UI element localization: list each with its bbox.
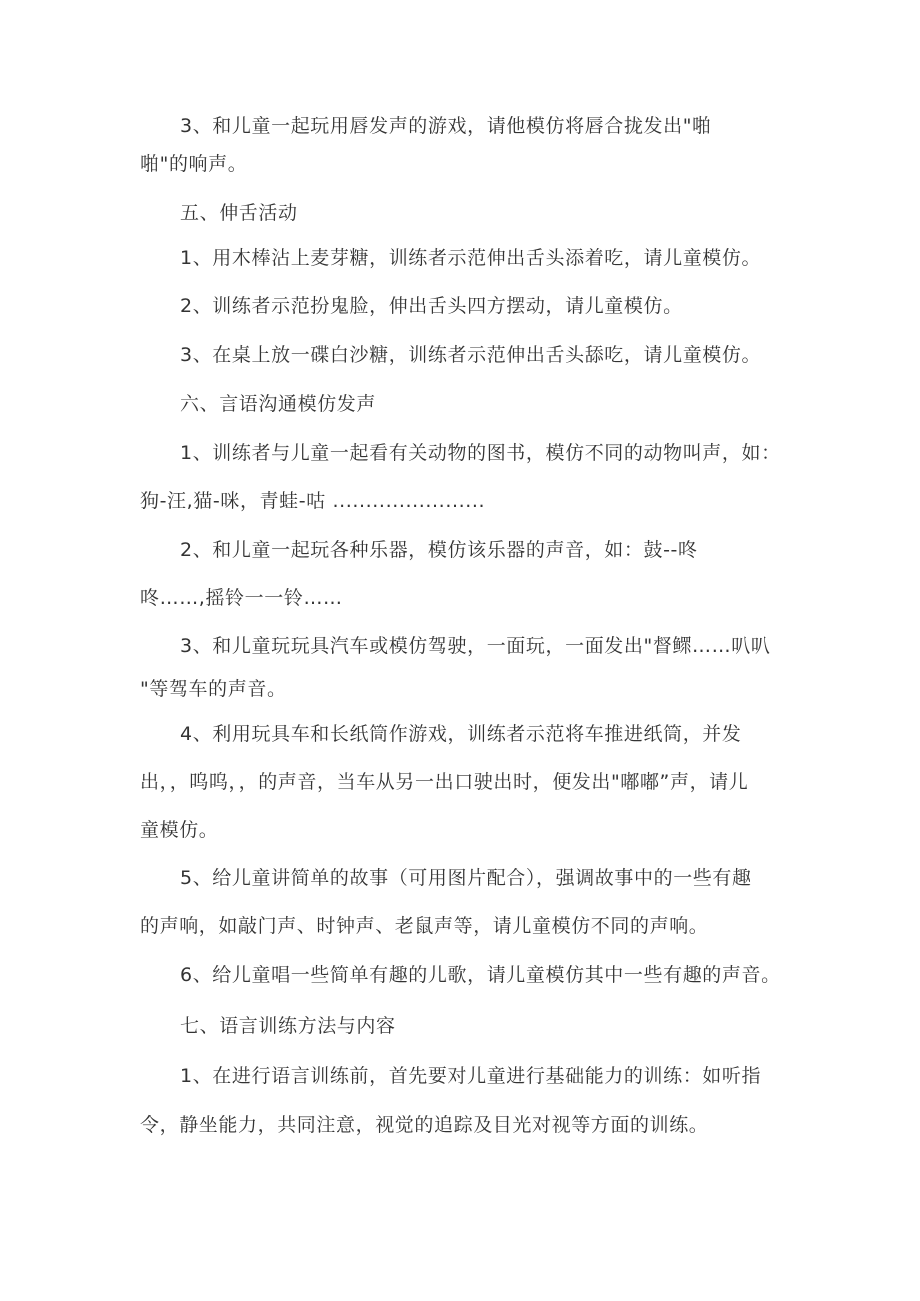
paragraph-line: 1、在进行语言训练前，首先要对儿童进行基础能力的训练：如听指 — [180, 1065, 762, 1087]
paragraph-line: 2、和儿童一起玩各种乐器，模仿该乐器的声音，如：鼓--咚 — [180, 539, 698, 561]
paragraph-line: 狗-汪,猫-咪，青蛙-咕 ....................... — [140, 490, 486, 512]
paragraph-line: 啪"的响声。 — [140, 153, 248, 175]
paragraph-line: 1、训练者与儿童一起看有关动物的图书，模仿不同的动物叫声，如： — [180, 442, 781, 464]
paragraph-line: 咚……,摇铃一一铃…… — [140, 587, 343, 609]
paragraph-line: 3、和儿童一起玩用唇发声的游戏，请他模仿将唇合拢发出"啪 — [180, 115, 712, 137]
paragraph-line: 的声响，如敲门声、时钟声、老鼠声等，请儿童模仿不同的声响。 — [140, 915, 709, 937]
paragraph-line: 出，，呜呜，，的声音，当车从另一出口驶出时，便发出"嘟嘟”声，请儿 — [140, 771, 749, 793]
paragraph-line: 3、在桌上放一碟白沙糖，训练者示范伸出舌头舔吃，请儿童模仿。 — [180, 344, 762, 366]
paragraph-line: 6、给儿童唱一些简单有趣的儿歌，请儿童模仿其中一些有趣的声音。 — [180, 964, 781, 986]
paragraph-line: 1、用木棒沾上麦芽糖，训练者示范伸出舌头添着吃，请儿童模仿。 — [180, 247, 762, 269]
section-heading: 六、言语沟通模仿发声 — [180, 393, 377, 415]
paragraph-line: 5、给儿童讲简单的故事（可用图片配合），强调故事中的一些有趣 — [180, 867, 752, 889]
paragraph-line: 童模仿。 — [140, 819, 219, 841]
section-heading: 五、伸舌活动 — [180, 202, 298, 224]
section-heading: 七、语言训练方法与内容 — [180, 1015, 396, 1037]
paragraph-line: 4、利用玩具车和长纸筒作游戏，训练者示范将车推进纸筒，并发 — [180, 723, 742, 745]
paragraph-line: "等驾车的声音。 — [140, 678, 287, 700]
paragraph-line: 令，静坐能力，共同注意，视觉的追踪及目光对视等方面的训练。 — [140, 1114, 709, 1136]
paragraph-line: 2、训练者示范扮鬼脸，伸出舌头四方摆动，请儿童模仿。 — [180, 295, 683, 317]
paragraph-line: 3、和儿童玩玩具汽车或模仿驾驶，一面玩，一面发出"督鳏……叭叭 — [180, 635, 771, 657]
